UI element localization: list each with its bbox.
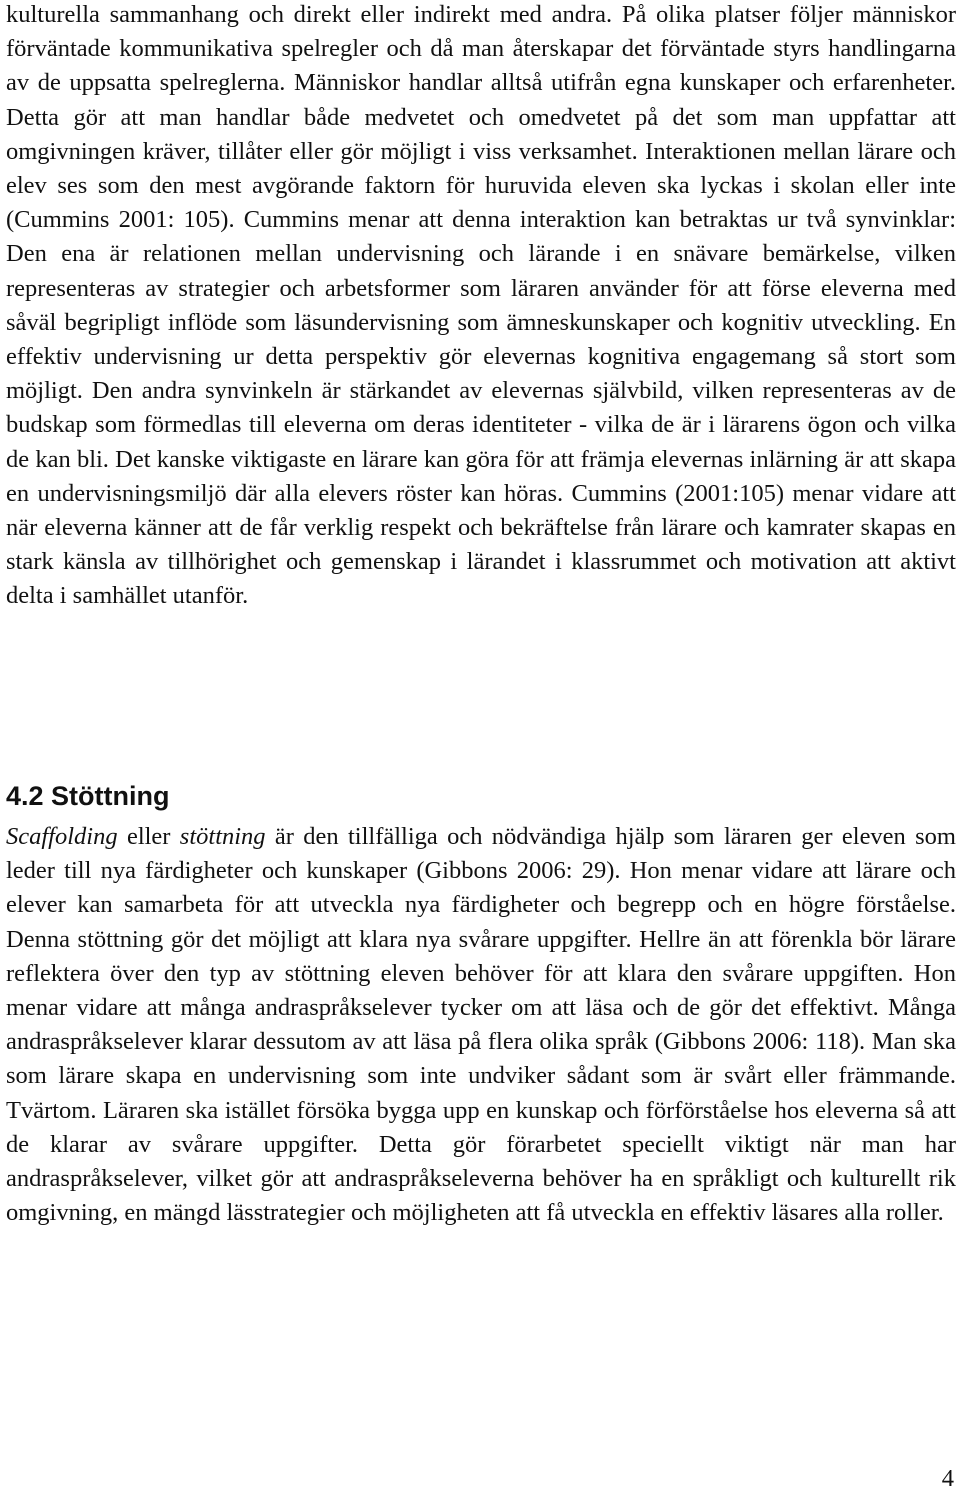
term-stottning: stöttning: [179, 823, 266, 850]
paragraph-text: är den tillfälliga och nödvändiga hjälp som läraren ger eleven som leder till nya färdigheter och kunskaper (Gibbons 2006: 29). Hon menar vidare att lärare och elever kan samarbeta för att utveckla nya färdigheter och begrepp och en högre förståelse. Denna stöttning gör det möjligt att klara nya svårare uppgifter. Hellre än att förenkla bör lärare reflektera över den typ av stöttning eleven behöver för att klara den svårare uppgiften. Hon menar vidare att många andraspråkselever tycker om att läsa och de gör det effektivt. Många andraspråkselever klarar dessutom av att läsa på flera olika språk (Gibbons 2006: 118). Man ska som lärare skapa en undervisning som inte undviker sådant som är svårt eller främmande. Tvärtom. Läraren ska istället försöka bygga upp en kunskap och förförståelse hos eleverna så att de klarar av svårare uppgifter. Detta gör förarbetet speciellt viktigt när man har andraspråkselever, vilket gör att andraspråkseleverna behöver ha en språkligt och kulturellt rik omgivning, en mängd lässtrategier och möjligheten att få utveckla en effektiv läsares alla roller.: [6, 823, 956, 1227]
term-connector: eller: [117, 823, 180, 850]
term-scaffolding: Scaffolding: [6, 823, 118, 850]
body-paragraph-stottning: [6, 820, 956, 1230]
section-stottning: [6, 820, 956, 1230]
section-heading: 4.2 Stöttning: [6, 781, 170, 811]
page-number: 4: [941, 1465, 954, 1492]
body-paragraph-interaction: kulturella sammanhang och direkt eller indirekt med andra. På olika platser följer människor förväntade kommunikativa spelregler och då man återskapar det förväntade styrs handlingarna av de uppsatta spelreglerna. Människor handlar alltså utifrån egna kunskaper och erfarenheter. Detta gör att man handlar både medvetet och omedvetet på det som man uppfattar att omgivningen kräver, tillåter eller gör möjligt i viss verksamhet. Interaktionen mellan lärare och elev ses som den mest avgörande faktorn för huruvida eleven ska lyckas i skolan eller inte (Cummins 2001: 105). Cummins menar att denna interaktion kan betraktas ur två synvinklar: Den ena är relationen mellan undervisning och lärande i en snävare bemärkelse, vilken representeras av strategier och arbetsformer som läraren använder för att förse eleverna med såväl begripligt inflöde som läsundervisning som ämneskunskaper och kognitiv utveckling. En effektiv undervisning ur detta perspektiv gör elevernas kognitiva engagemang så stort som möjligt. Den andra synvinkeln är stärkandet av elevernas självbild, vilken representeras av de budskap som förmedlas till eleverna om deras identiteter - vilka de är i lärarens ögon och vilka de kan bli. Det kanske viktigaste en lärare kan göra för att främja elevernas inlärning är att skapa en undervisningsmiljö där alla elevers röster kan höras. Cummins (2001:105) menar vidare att när eleverna känner att de får verklig respekt och bekräftelse från lärare och kamrater skapas en stark känsla av tillhörighet och gemenskap i lärandet i klassrummet och motivation att aktivt delta i samhället utanför.: [6, 1, 956, 610]
page-content: [6, 0, 956, 614]
